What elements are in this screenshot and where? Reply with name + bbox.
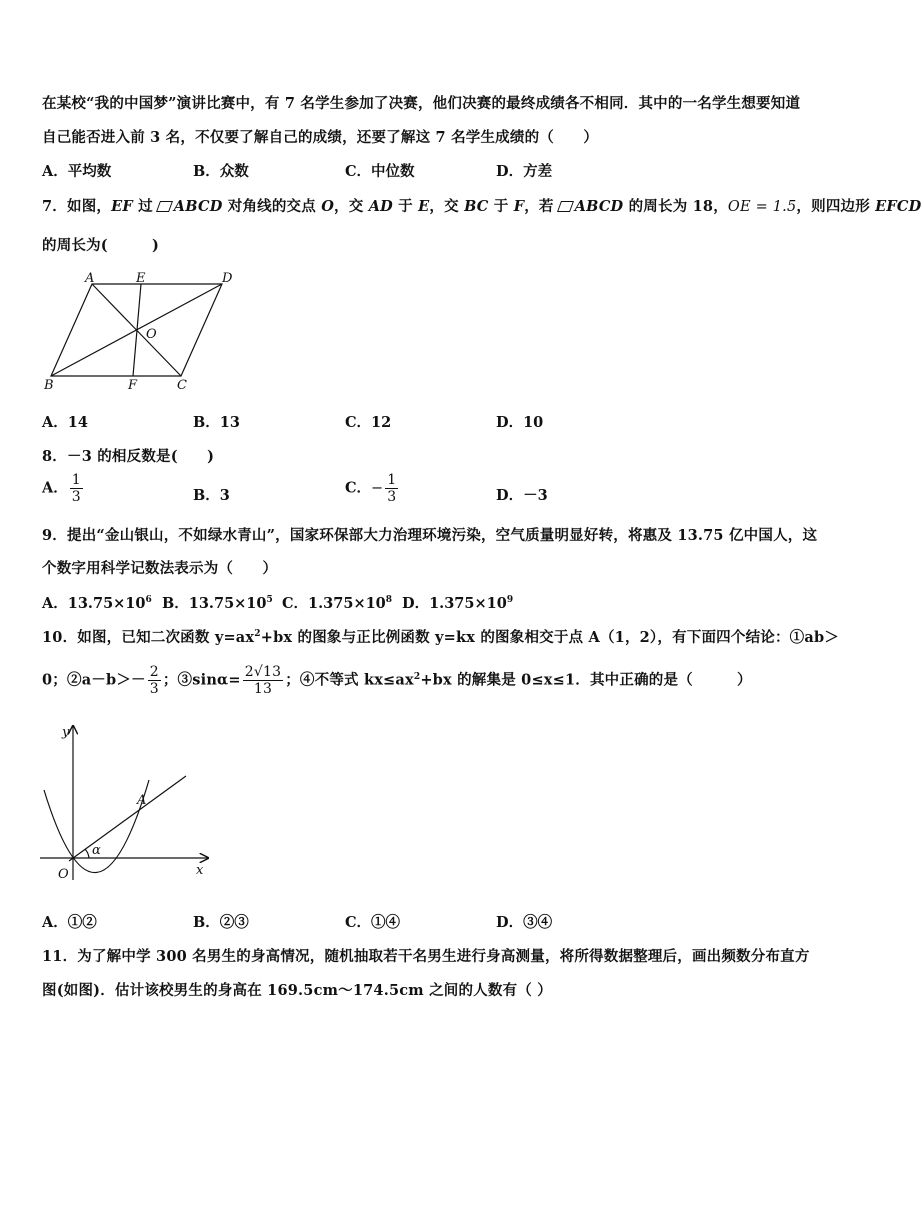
q8-option-a-fraction <box>70 472 83 505</box>
q11-stem-line2: 图(如图)．估计该校男生的身高在 169.5cm～174.5cm 之间的人数有（ ） <box>42 982 552 999</box>
label-origin: O <box>58 867 69 882</box>
label-a: A <box>85 271 95 286</box>
label-f: F <box>128 378 138 393</box>
q10-option-d: D．③④ <box>496 914 553 931</box>
q8-option-c-sign: − <box>371 480 384 497</box>
q11-stem-line1: 11．为了解中学 300 名男生的身高情况，随机抽取若干名男生进行身高测量，将所得数据整理后，画出频数分布直方 <box>42 948 810 965</box>
parallelogram-icon <box>156 201 173 212</box>
q7-text: 对角线的交点 <box>222 198 322 215</box>
fraction-denominator: 3 <box>149 681 159 698</box>
fraction-denominator: 3 <box>71 489 81 506</box>
label-o: O <box>146 327 157 342</box>
q8-option-b: B．3 <box>193 487 230 504</box>
q9-option-d-label: D．1.375×10 <box>402 595 507 612</box>
q9-option-c <box>282 592 392 613</box>
q10-stem-line1 <box>42 626 839 647</box>
q7-ef: EF <box>111 198 133 215</box>
q10-text: 0；②a－b＞－ <box>42 671 146 689</box>
q10-text: 10．如图，已知二次函数 y=ax <box>42 629 255 646</box>
fraction-denominator: 13 <box>253 681 273 698</box>
q10-text: +bx 的图象与正比例函数 y=kx 的图象相交于点 A（1，2），有下面四个结论：①ab＞ <box>260 629 840 646</box>
q7-text: ，则四边形 <box>796 198 876 215</box>
q6-option-b: B．众数 <box>193 163 249 180</box>
q7-efcd: EFCD <box>875 198 921 215</box>
q10-fraction-sqrt13 <box>243 664 283 697</box>
q7-text: ，交 <box>334 198 369 215</box>
parallelogram-icon <box>557 201 574 212</box>
q10-option-a: A．①② <box>42 914 97 931</box>
q7-text: 过 <box>132 198 153 215</box>
q7-stem-line2: 的周长为( ) <box>42 237 160 254</box>
q9-stem-line2: 个数字用科学记数法表示为（ ） <box>42 560 278 577</box>
q7-prefix: 7．如图， <box>42 198 112 215</box>
segment-ef <box>133 284 141 376</box>
q7-abcd: ABCD <box>574 198 624 215</box>
label-alpha: α <box>92 843 101 858</box>
angle-alpha-arc <box>85 849 89 858</box>
q9-option-b-label: B．13.75×10 <box>162 595 267 612</box>
q7-f: F <box>513 198 525 215</box>
q8-option-a-label: A． <box>42 479 68 497</box>
q10-option-c: C．①④ <box>345 914 401 931</box>
fraction-numerator: 2√13 <box>244 664 282 680</box>
q9-option-a <box>42 592 152 613</box>
q7-text: ，若 <box>524 198 554 215</box>
q8-option-d: D．－3 <box>496 487 548 504</box>
q8-option-c-label: C． <box>345 479 372 497</box>
q7-bc: BC <box>464 198 489 215</box>
q7-option-b: B．13 <box>193 414 240 431</box>
q9-option-b-exponent: 5 <box>266 595 273 606</box>
q7-text: 于 <box>488 198 514 215</box>
q6-option-d: D．方差 <box>496 163 553 180</box>
parabola-curve <box>44 780 149 873</box>
q10-text: +bx 的解集是 0≤x≤1．其中正确的是（ ） <box>420 671 752 689</box>
q7-oe: OE = 1.5 <box>727 199 797 215</box>
q9-option-d-exponent: 9 <box>506 595 514 606</box>
q6-option-a: A．平均数 <box>42 163 112 180</box>
q7-parallelogram-figure <box>40 272 240 394</box>
fraction-numerator: 1 <box>387 472 397 488</box>
q10-function-graph-figure <box>36 720 216 886</box>
label-x: x <box>196 863 204 878</box>
q8-option-c-fraction <box>385 472 398 505</box>
q7-e: E <box>418 198 430 215</box>
label-a: A <box>137 793 147 808</box>
q7-text: 的周长为 18， <box>623 198 728 215</box>
q7-text: ，交 <box>429 198 465 215</box>
q9-option-b <box>162 592 273 613</box>
q9-option-a-label: A．13.75×10 <box>42 595 146 612</box>
fraction-denominator: 3 <box>387 489 397 506</box>
q10-exponent: 2 <box>413 671 421 682</box>
proportional-line <box>69 776 186 861</box>
q9-option-a-exponent: 6 <box>145 595 152 606</box>
q7-text: 于 <box>392 198 419 215</box>
q7-abcd: ABCD <box>173 198 223 215</box>
q6-stem-line2: 自己能否进入前 3 名，不仅要了解自己的成绩，还要了解这 7 名学生成绩的（ ） <box>42 129 599 146</box>
q10-exponent: 2 <box>254 629 261 640</box>
q8-option-c <box>345 472 400 505</box>
q10-text: ；③sinα= <box>162 671 241 689</box>
q10-stem-line2 <box>42 664 752 697</box>
q9-option-c-exponent: 8 <box>385 595 393 606</box>
fraction-numerator: 2 <box>149 664 159 680</box>
q8-option-a <box>42 472 85 505</box>
q7-stem-line1 <box>42 195 921 216</box>
q7-option-a: A．14 <box>42 414 88 431</box>
fraction-numerator: 1 <box>71 472 81 488</box>
q8-stem: 8．－3 的相反数是( ) <box>42 448 215 465</box>
label-y: y <box>62 725 70 740</box>
q7-option-d: D．10 <box>496 414 544 431</box>
q10-option-b: B．②③ <box>193 914 249 931</box>
q9-option-c-label: C．1.375×10 <box>282 595 386 612</box>
q7-o: O <box>321 198 335 215</box>
label-e: E <box>136 271 146 286</box>
q9-option-d <box>402 592 513 613</box>
label-b: B <box>44 378 54 393</box>
q7-ad: AD <box>368 198 393 215</box>
q6-stem-line1: 在某校“我的中国梦”演讲比赛中，有 7 名学生参加了决赛，他们决赛的最终成绩各不相同．其中的一名学生想要知道 <box>42 95 801 112</box>
q9-stem-line1: 9．提出“金山银山，不如绿水青山”，国家环保部大力治理环境污染，空气质量明显好转，将惠及 13.75 亿中国人，这 <box>42 527 818 544</box>
label-d: D <box>222 271 233 286</box>
q6-option-c: C．中位数 <box>345 163 415 180</box>
q10-text: ；④不等式 kx≤ax <box>285 671 414 689</box>
q7-option-c: C．12 <box>345 414 392 431</box>
q10-fraction-two-thirds <box>148 664 161 697</box>
label-c: C <box>177 378 187 393</box>
